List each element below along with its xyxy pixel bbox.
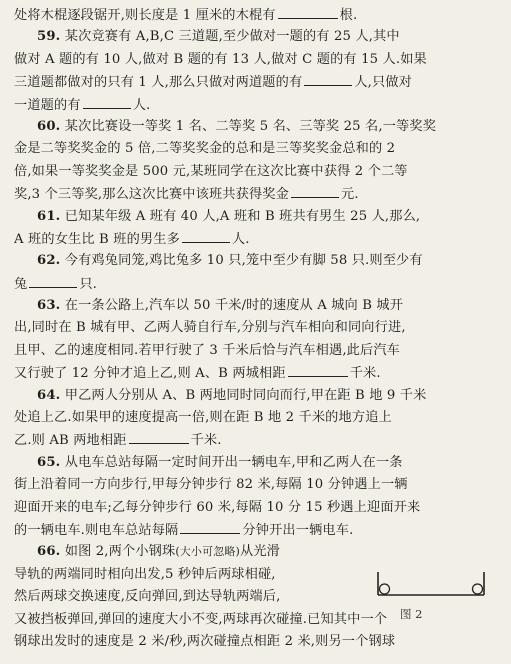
answer-blank xyxy=(129,429,189,444)
answer-blank xyxy=(304,71,352,86)
question-number: 59. xyxy=(37,29,61,45)
text: 然后两球交换速度,反向弹回,到达导轨两端后, xyxy=(14,589,281,605)
text: 做对 A 题的有 10 人,做对 B 题的有 13 人,做对 C 题的有 15 人.如果 xyxy=(14,51,427,67)
text: 从光滑 xyxy=(239,544,280,560)
answer-blank xyxy=(29,273,77,288)
text-line xyxy=(14,183,499,205)
answer-blank xyxy=(278,4,338,19)
question-59 xyxy=(14,26,499,48)
text: 千米. xyxy=(349,366,381,382)
text-line xyxy=(14,49,499,71)
text: 人,只做对 xyxy=(354,75,413,91)
figure-2 xyxy=(372,568,490,624)
question-number: 65. xyxy=(37,454,61,470)
text-line xyxy=(14,161,499,183)
text: 今有鸡兔同笼,鸡比兔多 10 只,笼中至少有脚 58 只.则至少有 xyxy=(64,253,423,269)
text-line xyxy=(14,429,499,451)
text: 元. xyxy=(340,187,359,203)
text: 在一条公路上,汽车以 50 千米/时的速度从 A 城向 B 城开 xyxy=(64,298,404,314)
text-line xyxy=(14,497,499,519)
text-line xyxy=(14,631,499,653)
question-63 xyxy=(14,295,499,317)
text: 迎面开来的电车;乙每分钟步行 60 米,每隔 10 分 15 秒遇上迎面开来 xyxy=(14,499,421,515)
text-line xyxy=(14,474,499,496)
question-61 xyxy=(14,206,499,228)
text: A 班的女生比 B 班的男生多 xyxy=(14,231,180,247)
text: 又被挡板弹回,弹回的速度大小不变,两球再次碰撞.已知其中一个 xyxy=(14,611,388,627)
question-number: 62. xyxy=(37,253,61,269)
answer-blank xyxy=(288,362,348,377)
question-60 xyxy=(14,116,499,138)
text: 人. xyxy=(231,231,250,247)
text: 千米. xyxy=(190,433,222,449)
text: 出,同时在 B 城有甲、乙两人骑自行车,分别与汽车相向和同向行进, xyxy=(14,320,406,336)
text: 导轨的两端同时相向出发,5 秒钟后两球相碰, xyxy=(14,566,276,582)
text-line xyxy=(14,362,499,384)
text: 人. xyxy=(132,97,151,113)
answer-blank xyxy=(83,94,131,109)
text: 的一辆电车.则电车总站每隔 xyxy=(14,522,179,538)
question-65 xyxy=(14,452,499,474)
text: 如图 2,两个小钢珠 xyxy=(64,544,176,560)
text: 一道题的有 xyxy=(14,97,81,113)
text: 某次竞赛有 A,B,C 三道题,至少做对一题的有 25 人,其中 xyxy=(64,29,400,45)
text: 倍,如果一等奖奖金是 500 元,某班同学在这次比赛中获得 2 个二等 xyxy=(14,163,408,179)
text: 且甲、乙的速度相同.若甲行驶了 3 千米后恰与汽车相遇,此后汽车 xyxy=(14,342,401,358)
question-number: 64. xyxy=(37,387,61,403)
text: 处追上乙.如果甲的速度提高一倍,则在距 B 地 2 千米的地方追上 xyxy=(14,410,392,426)
text-line xyxy=(14,317,499,339)
answer-blank xyxy=(182,228,230,243)
text: 根. xyxy=(339,8,358,23)
text: 乙.则 AB 两地相距 xyxy=(14,433,127,449)
question-62 xyxy=(14,250,499,272)
text: 甲乙两人分别从 A、B 两地同时同向而行,甲在距 B 地 9 千米 xyxy=(64,387,427,403)
text-line xyxy=(14,228,499,250)
text-line xyxy=(14,340,499,362)
text-line xyxy=(14,519,499,541)
left-ball xyxy=(380,584,390,594)
text: 兔 xyxy=(14,276,28,292)
text: 三道题都做对的只有 1 人,那么只做对两道题的有 xyxy=(14,75,303,91)
text-line xyxy=(14,138,499,160)
question-number: 60. xyxy=(37,118,61,134)
text: 某次比赛设一等奖 1 名、二等奖 5 名、三等奖 25 名,一等奖奖 xyxy=(64,118,437,134)
question-66 xyxy=(14,541,499,563)
text: 街上沿着同一方向步行,甲每分钟步行 82 米,每隔 10 分钟遇上一辆 xyxy=(14,477,408,493)
answer-blank xyxy=(291,183,339,198)
text-line xyxy=(14,71,499,93)
text: 奖,3 个三等奖,那么这次比赛中该班共获得奖金 xyxy=(14,187,289,203)
text: 钢球出发时的速度是 2 米/秒,两次碰撞点相距 2 米,则另一个钢球 xyxy=(14,633,396,649)
text: 分钟开出一辆电车. xyxy=(242,522,354,538)
text: 只. xyxy=(79,276,98,292)
figure-caption: 图 2 xyxy=(400,607,423,621)
text-line xyxy=(14,4,499,26)
question-number: 61. xyxy=(37,208,61,224)
text-line xyxy=(14,273,499,295)
question-number: 63. xyxy=(37,298,61,314)
text: (大小可忽略) xyxy=(175,545,240,559)
text: 从电车总站每隔一定时间开出一辆电车,甲和乙两人在一条 xyxy=(64,454,403,470)
answer-blank xyxy=(180,519,240,534)
text-line xyxy=(14,94,499,116)
text: 已知某年级 A 班有 40 人,A 班和 B 班共有男生 25 人,那么, xyxy=(64,208,421,224)
text: 金是二等奖奖金的 5 倍,二等奖奖金的总和是三等奖奖金总和的 2 xyxy=(14,141,396,157)
question-number: 66. xyxy=(37,544,61,560)
text-line xyxy=(14,407,499,429)
right-ball xyxy=(473,584,483,594)
rail-diagram xyxy=(372,568,490,602)
question-64 xyxy=(14,385,499,407)
text: 处将木棍逐段锯开,则长度是 1 厘米的木棍有 xyxy=(14,8,276,23)
text: 又行驶了 12 分钟才追上乙,则 A、B 两城相距 xyxy=(14,366,286,382)
